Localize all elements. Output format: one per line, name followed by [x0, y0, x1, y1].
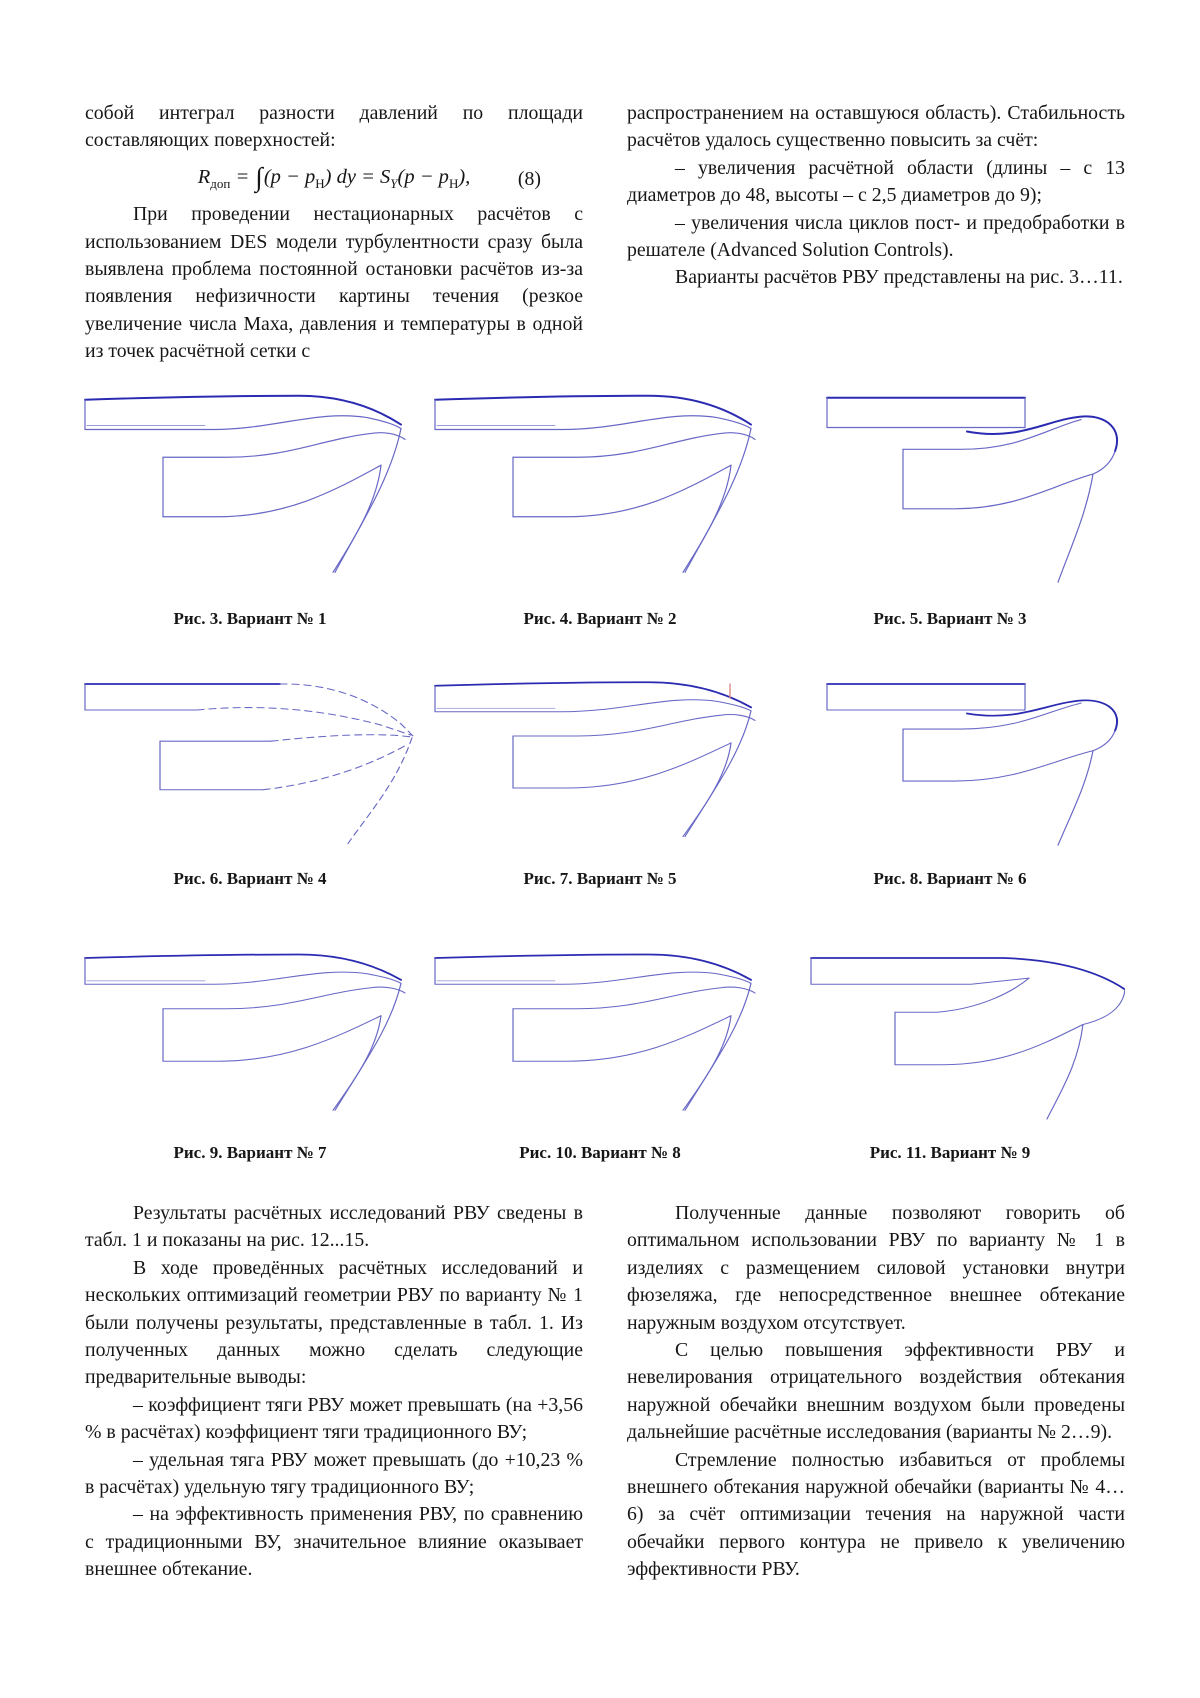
figure-variant-1	[75, 368, 425, 629]
bullet-external-flow: – на эффективность применения РВУ, по сравнению с традиционными ВУ, значительное влияние оказывает внешнее обтекание.	[85, 1503, 583, 1581]
top-text-section	[85, 100, 1125, 366]
right-column-top	[627, 100, 1125, 366]
equation-body: $R_{доп} = \int(p - p_Н)$ dy = $S_Y(p - p_Н)$,	[197, 161, 471, 192]
bullet-specific-thrust: – удельная тяга РВУ может превышать (до +10,23 % в расчётах) удельную тягу традиционного ВУ;	[85, 1448, 583, 1499]
figure-variant-2	[425, 368, 775, 629]
paragraph-results: Результаты расчётных исследований РВУ сведены в табл. 1 и показаны на рис. 12...15.	[85, 1202, 583, 1252]
equation-8	[85, 161, 583, 192]
nozzle-contour-drawing	[75, 658, 425, 866]
paragraph-stability: распространением на оставшуюся область). Стабильность расчётов удалось существенно повысить за счёт:	[627, 102, 1125, 152]
figure-caption: Рис. 4. Вариант № 2	[523, 609, 677, 628]
figures-row-2	[75, 658, 1125, 889]
right-column-bottom	[627, 1200, 1125, 1584]
figure-caption: Рис. 8. Вариант № 6	[873, 869, 1027, 888]
paragraph-optimizations: В ходе проведённых расчётных исследований и нескольких оптимизаций геометрии РВУ по варианту № 1 были получены результаты, представленные в табл. 1. Из полученных данных можно сделать следующие предварительные выводы:	[85, 1256, 583, 1389]
paragraph-variants-ref: Варианты расчётов РВУ представлены на рис. 3…11.	[675, 266, 1123, 289]
left-column-bottom	[85, 1200, 583, 1584]
equation-number: (8)	[517, 167, 541, 190]
figure-variant-3	[775, 368, 1125, 629]
figure-caption: Рис. 5. Вариант № 3	[873, 609, 1027, 628]
figures-row-1	[75, 368, 1125, 629]
nozzle-contour-drawing	[75, 930, 425, 1140]
bottom-text-section	[85, 1200, 1125, 1584]
paragraph-intro: собой интеграл разности давлений по площади составляющих поверхностей:	[85, 102, 583, 152]
bullet-thrust-coefficient: – коэффициент тяги РВУ может превышать (на +3,56 % в расчётах) коэффициент тяги традиционного ВУ;	[85, 1393, 583, 1444]
left-column-top	[85, 100, 583, 366]
paragraph-optimal-use: Полученные данные позволяют говорить об оптимальном использовании РВУ по варианту № 1 в изделиях с размещением силовой установки внутри фюзеляжа, где непосредственное внешнее обтекание наружным воздухом отсутствует.	[627, 1202, 1125, 1334]
paragraph-cowl-optimization: Стремление полностью избавиться от проблемы внешнего обтекания наружной обечайки (варианты № 4…6) за счёт оптимизации течения на наружной части обечайки первого контура не привело к увеличению эффективности РВУ.	[627, 1448, 1125, 1581]
nozzle-contour-drawing	[775, 658, 1125, 866]
paragraph-further-research: С целью повышения эффективности РВУ и невелирования отрицательного воздействия обтекания наружной обечайки внешним воздухом были проведены дальнейшие расчётные исследования (варианты № 2…9).	[627, 1339, 1125, 1444]
figure-caption: Рис. 7. Вариант № 5	[523, 869, 677, 888]
figure-variant-6	[775, 658, 1125, 889]
nozzle-contour-drawing	[775, 930, 1125, 1140]
figure-caption: Рис. 6. Вариант № 4	[173, 869, 327, 888]
nozzle-contour-drawing	[425, 368, 775, 606]
nozzle-contour-drawing	[75, 368, 425, 606]
figure-variant-9	[775, 930, 1125, 1163]
nozzle-contour-drawing	[425, 658, 775, 866]
figure-variant-5	[425, 658, 775, 889]
figures-row-3	[75, 930, 1125, 1163]
bullet-domain-size: – увеличения расчётной области (длины – с 13 диаметров до 48, высоты – с 2,5 диаметров до 9);	[627, 156, 1125, 207]
bullet-solver-cycles: – увеличения числа циклов пост- и предобработки в решателе (Advanced Solution Controls).	[627, 211, 1125, 262]
figure-caption: Рис. 3. Вариант № 1	[173, 609, 327, 628]
paragraph-des-model: При проведении нестационарных расчётов с использованием DES модели турбулентности сразу была выявлена проблема постоянной остановки расчётов из-за появления нефизичности картины течения (резкое увеличение числа Маха, давления и температуры в одной из точек расчётной сетки с	[85, 203, 583, 363]
figure-caption: Рис. 11. Вариант № 9	[869, 1143, 1031, 1162]
figure-variant-7	[75, 930, 425, 1163]
nozzle-contour-drawing	[425, 930, 775, 1140]
integral-sign: ∫	[255, 161, 263, 192]
figure-caption: Рис. 9. Вариант № 7	[173, 1143, 327, 1162]
nozzle-contour-drawing	[775, 368, 1125, 606]
figure-caption: Рис. 10. Вариант № 8	[519, 1143, 681, 1162]
figure-variant-8	[425, 930, 775, 1163]
figure-variant-4	[75, 658, 425, 889]
